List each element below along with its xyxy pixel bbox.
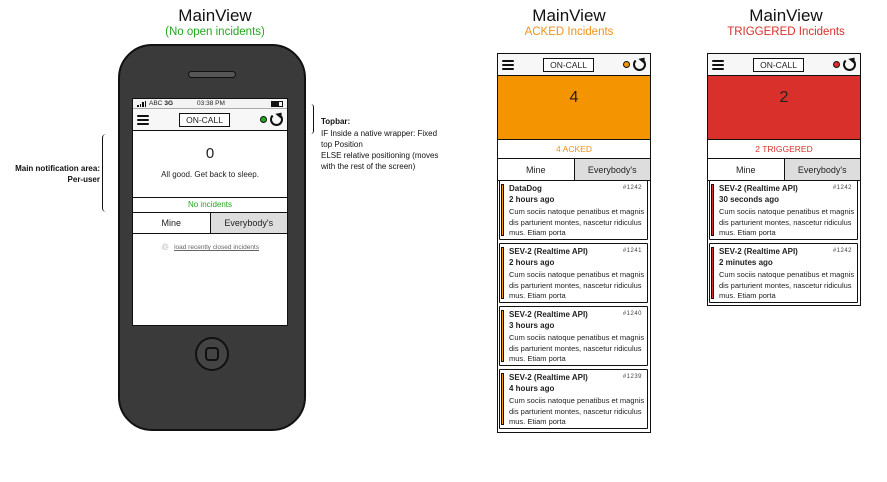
- battery-icon: [271, 101, 283, 107]
- incident-tabs: [133, 212, 287, 234]
- incident-age: 3 hours ago: [509, 321, 555, 330]
- incident-card[interactable]: [499, 180, 648, 240]
- incident-card[interactable]: [709, 180, 858, 240]
- incident-status-bar: [501, 184, 504, 236]
- acked-count-block: [498, 76, 650, 140]
- incident-description: Cum sociis natoque penatibus et magnis dis parturient montes, nascetur ridiculus mus. Etiam porta: [719, 207, 855, 237]
- recycle-icon: ♲: [161, 242, 170, 252]
- incident-number: #1242: [832, 185, 852, 191]
- topbar-note-3: ELSE relative positioning (moves: [321, 151, 439, 160]
- incident-description: Cum sociis natoque penatibus et magnis dis parturient montes, nascetur ridiculus mus. Etiam porta: [509, 396, 645, 426]
- oncall-button[interactable]: ON-CALL: [753, 58, 804, 72]
- incident-count: 0: [205, 145, 215, 162]
- tab-everybody[interactable]: Everybody's: [785, 159, 861, 180]
- incident-status-bar: [711, 184, 714, 236]
- acked-view-title: MainView: [532, 6, 606, 25]
- triggered-view-subtitle: TRIGGERED Incidents: [727, 26, 845, 38]
- incident-title: SEV-2 (Realtime API): [509, 310, 588, 319]
- incident-status-bar: [711, 247, 714, 299]
- tab-everybody[interactable]: Everybody's: [575, 159, 651, 180]
- topbar-brace: [308, 104, 314, 134]
- incident-number: #1240: [622, 311, 642, 317]
- tab-everybody[interactable]: Everybody's: [211, 213, 288, 233]
- tab-mine[interactable]: Mine: [708, 159, 785, 180]
- incident-description: Cum sociis natoque penatibus et magnis dis parturient montes, nascetur ridiculus mus. Etiam porta: [509, 270, 645, 300]
- load-closed-row: [133, 242, 287, 253]
- incident-card[interactable]: [499, 243, 648, 303]
- main-view-subtitle: (No open incidents): [165, 26, 265, 38]
- status-bar: [133, 99, 287, 109]
- triggered-count-block: [708, 76, 860, 140]
- incident-age: 2 hours ago: [509, 258, 555, 267]
- acked-view-subtitle: ACKED Incidents: [524, 26, 614, 38]
- incident-card[interactable]: [499, 369, 648, 429]
- topbar-note-2: top Position: [321, 140, 363, 149]
- status-dot-icon: [260, 116, 267, 123]
- incident-description: Cum sociis natoque penatibus et magnis dis parturient montes, nascetur ridiculus mus. Etiam porta: [509, 207, 645, 237]
- menu-icon[interactable]: [502, 60, 514, 70]
- phone-speaker: [188, 71, 236, 78]
- incident-number: #1242: [622, 185, 642, 191]
- home-button[interactable]: [195, 337, 229, 371]
- incident-status-bar: [501, 373, 504, 425]
- network-label: 3G: [164, 100, 174, 107]
- main-area-brace: [102, 134, 110, 212]
- topbar-note-4: with the rest of the screen): [321, 162, 416, 171]
- incident-title: SEV-2 (Realtime API): [509, 247, 588, 256]
- triggered-view-title: MainView: [749, 6, 823, 25]
- topbar: [133, 109, 287, 131]
- triggered-count: 2: [779, 89, 789, 106]
- carrier-label: ABC: [149, 100, 163, 107]
- main-view-title: MainView: [178, 6, 252, 25]
- incident-title: SEV-2 (Realtime API): [719, 184, 798, 193]
- status-dot-icon: [623, 61, 630, 68]
- phone-screen: [132, 98, 288, 326]
- incident-title: SEV-2 (Realtime API): [509, 373, 588, 382]
- incident-card[interactable]: [709, 243, 858, 303]
- tab-mine[interactable]: Mine: [133, 213, 211, 233]
- load-closed-link[interactable]: load recently closed incidents: [174, 244, 259, 251]
- incident-status-bar: [501, 310, 504, 362]
- no-incidents-banner: No incidents: [133, 197, 287, 212]
- acked-count: 4: [569, 89, 579, 106]
- refresh-icon[interactable]: [843, 58, 856, 71]
- incident-description: Cum sociis natoque penatibus et magnis dis parturient montes, nascetur ridiculus mus. Etiam porta: [719, 270, 855, 300]
- triggered-topbar: [708, 54, 860, 76]
- acked-tabs: [498, 159, 650, 181]
- tab-mine[interactable]: Mine: [498, 159, 575, 180]
- incident-age: 2 minutes ago: [719, 258, 773, 267]
- incident-title: DataDog: [509, 184, 542, 193]
- signal-icon: [137, 100, 146, 107]
- incident-card[interactable]: [499, 306, 648, 366]
- incident-age: 30 seconds ago: [719, 195, 780, 204]
- incident-number: #1239: [622, 374, 642, 380]
- refresh-icon[interactable]: [633, 58, 646, 71]
- incident-title: SEV-2 (Realtime API): [719, 247, 798, 256]
- incident-number: #1242: [832, 248, 852, 254]
- incident-age: 2 hours ago: [509, 195, 555, 204]
- clock-label: 03:38 PM: [197, 100, 225, 107]
- menu-icon[interactable]: [712, 60, 724, 70]
- refresh-icon[interactable]: [270, 113, 283, 126]
- main-area-note-title: Main notification area:: [15, 164, 100, 173]
- oncall-button[interactable]: ON-CALL: [543, 58, 594, 72]
- acked-count-label: 4 ACKED: [498, 141, 650, 159]
- status-message: All good. Get back to sleep.: [161, 170, 259, 179]
- incident-age: 4 hours ago: [509, 384, 555, 393]
- incident-status-bar: [501, 247, 504, 299]
- triggered-count-label: 2 TRIGGERED: [708, 141, 860, 159]
- acked-topbar: [498, 54, 650, 76]
- incident-description: Cum sociis natoque penatibus et magnis dis parturient montes, nascetur ridiculus mus. Etiam porta: [509, 333, 645, 363]
- topbar-note-1: IF Inside a native wrapper: Fixed: [321, 129, 438, 138]
- main-area-note-sub: Per-user: [67, 175, 100, 184]
- status-dot-icon: [833, 61, 840, 68]
- incident-number: #1241: [622, 248, 642, 254]
- menu-icon[interactable]: [137, 115, 149, 125]
- oncall-button[interactable]: ON-CALL: [179, 113, 230, 127]
- topbar-note-title: Topbar:: [321, 117, 351, 126]
- triggered-tabs: [708, 159, 860, 181]
- home-square-icon: [205, 347, 219, 361]
